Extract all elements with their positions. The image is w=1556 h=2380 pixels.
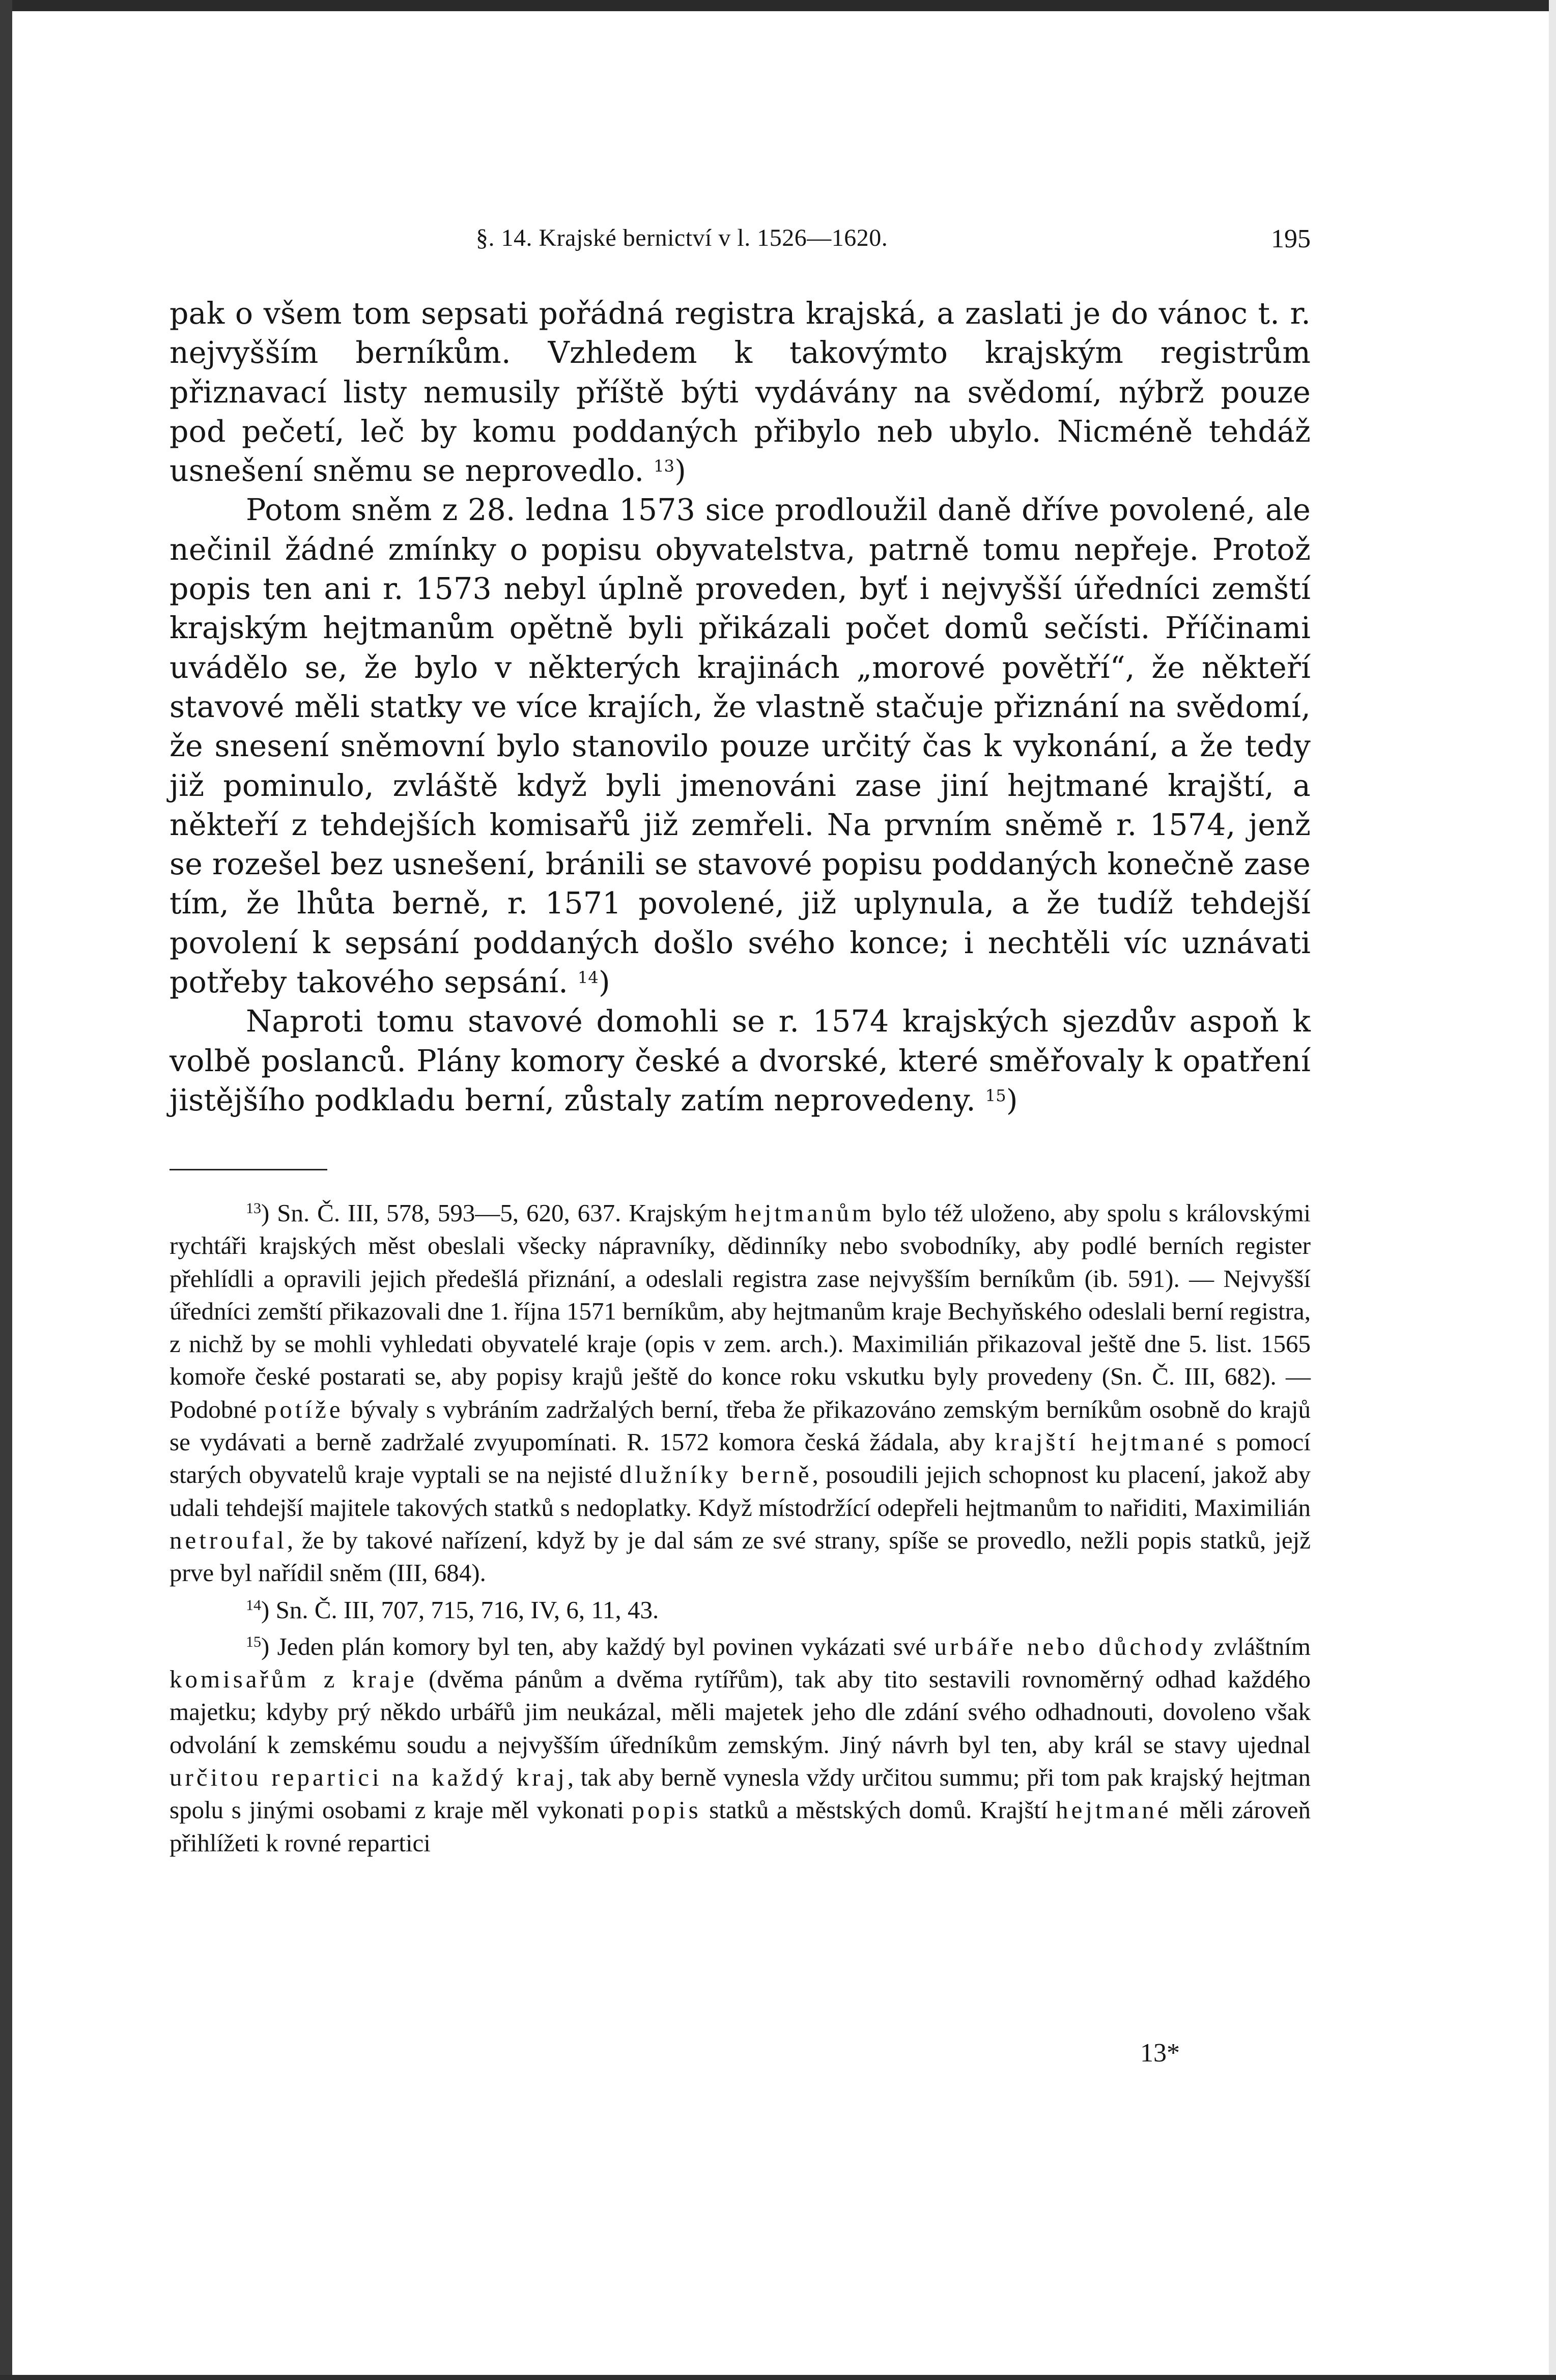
scan-border-left (0, 0, 12, 2380)
footnote-ref: 14 (577, 968, 599, 988)
footnote-text: měli zároveň přihlížeti k rovné repartici (169, 1796, 1311, 1857)
footnote-ref-paren: ) (598, 965, 610, 1000)
spaced-emphasis: krajští hejtmané (995, 1428, 1207, 1456)
footnote-ref: 15 (985, 1085, 1006, 1105)
footnote-text: ) Sn. Č. III, 578, 593—5, 620, 637. Krajským (261, 1199, 735, 1227)
spaced-emphasis: netroufal (169, 1526, 287, 1554)
footnote-13 (169, 1197, 1311, 1590)
paragraph-text: pak o všem tom sepsati pořádná registra krajská, a zaslati je do vánoc t. r. nejvyšším berníkům. Vzhledem k takovýmto krajským registrům přiznavací listy nemusily příště býti vydávány na svědomí, nýbrž pouze pod pečetí, leč by komu poddaných přibylo neb ubylo. Nicméně tehdáž usnešení sněmu se neprovedlo. (169, 296, 1311, 489)
paragraph-text: Naproti tomu stavové domohli se r. 1574 krajských sjezdův aspoň k volbě poslanců. Plány komory české a dvorské, které směřovaly k opatření jistějšího podkladu berní, zůstaly zatím neprovedeny. (169, 1004, 1311, 1117)
spaced-emphasis: urbáře nebo důchody (934, 1632, 1206, 1660)
scan-border-right (1549, 0, 1556, 2380)
footnote-text: , posoudili jejich schopnost ku placení, jakož aby udali tehdejší majitele takových statků s nedoplatky. Když místodržící odepřeli hejtmanům to nařiditi, Maximilián (169, 1460, 1311, 1522)
running-head: §. 14. Krajské bernictví v l. 1526—1620. (476, 224, 888, 251)
footnote-text: , tak aby berně vynesla vždy určitou summu; při tom pak krajský hejtman spolu s jinými osobami z kraje měl vykonati (169, 1763, 1311, 1824)
spaced-emphasis: hejtmané (1056, 1796, 1172, 1824)
main-text (169, 294, 1311, 1120)
footnote-ref: 13 (654, 456, 675, 476)
footnote-text: , že by takové nařízení, když by je dal sám ze své strany, spíše se provedlo, nežli popis statků, jejž prve byl nařídil sněm (III, 684). (169, 1526, 1311, 1587)
footnote-15 (169, 1630, 1311, 1859)
footnote-ref-paren: ) (674, 453, 687, 489)
footnote-text: statků a městských domů. Krajští (701, 1796, 1056, 1824)
signature-mark: 13* (1140, 2039, 1180, 2068)
spaced-emphasis: popis (632, 1796, 701, 1824)
footnote-separator (169, 1169, 327, 1170)
footnote-mark: 13 (246, 1200, 261, 1217)
footnote-text: bývaly s vybráním zadržalých berní, třeba že přikazováno zemským berníkům osobně do krajů se vydávati a berně zadržalé zvyupomínati. R. 1572 komora česká žádala, aby (169, 1395, 1311, 1456)
footnote-ref-paren: ) (1006, 1082, 1018, 1117)
scan-border-top (0, 0, 1556, 11)
paragraph (169, 1002, 1311, 1120)
scan-border-bottom (0, 2375, 1556, 2380)
footnote-14 (169, 1594, 1311, 1626)
page-number: 195 (1271, 224, 1311, 253)
page-header (476, 224, 1311, 260)
paragraph-text: Potom sněm z 28. ledna 1573 sice prodloužil daně dříve povolené, ale nečinil žádné zmínky o popisu obyvatelstva, patrně tomu nepřeje. Protož popis ten ani r. 1573 nebyl úplně proveden, byť i nejvyšší úředníci zemští krajským hejtmanům opětně byli přikázali počet domů sečísti. Příčinami uvádělo se, že bylo v některých krajinách „morové povětří“, že někteří stavové měli statky ve více krajích, že vlastně stačuje přiznání na svědomí, že snesení sněmovní bylo stanovilo pouze určitý čas k vykonání, a že tedy již pominulo, zvláště když byli jmenováni zase jiní hejtmané krajští, a někteří z tehdejších komisařů již zemřeli. Na prvním sněmě r. 1574, jenž se rozešel bez usnešení, bránili se stavové popisu poddaných konečně zase tím, že lhůta berně, r. 1571 povolené, již uplynula, a že tudíž tehdejší povolení k sepsání poddaných došlo svého konce; i nechtěli víc uznávati potřeby takového sepsání. (169, 493, 1311, 1000)
footnote-text: bylo též uloženo, aby spolu s královskými rychtáři krajských měst obeslali všecky nápravníky, dědinníky nebo svobodníky, aby podlé berních register přehlídli a opravili jejich předešlá přiznání, a odeslali registra zase nejvyšším berníkům (ib. 591). — Nejvyšší úředníci zemští přikazovali dne 1. října 1571 berníkům, aby hejtmanům kraje Bechyňského odeslali berní registra, z nichž by se mohli vyhledati obyvatelé kraje (opis v zem. arch.). Maximilián přikazoval ještě dne 5. list. 1565 komoře české postarati se, aby popisy krajů ještě do konce roku vskutku byly provedeny (Sn. Č. III, 682). — Podobné (169, 1199, 1311, 1423)
paragraph (169, 294, 1311, 491)
footnotes (169, 1197, 1311, 1863)
spaced-emphasis: komisařům z kraje (169, 1665, 417, 1694)
footnote-text: (dvěma pánům a dvěma rytířům), tak aby tito sestavili rovnoměrný odhad každého majetku; kdyby prý někdo urbářů jim neukázal, měli majetek jeho dle zdání svého odhadnouti, dovoleno však odvolání k zemskému soudu a nejvyšším úředníkům zemským. Jiný návrh byl ten, aby král se stavy ujednal (169, 1665, 1311, 1759)
footnote-text: zvláštním (1206, 1632, 1311, 1660)
spaced-emphasis: dlužníky berně (619, 1460, 812, 1489)
footnote-text: ) Jeden plán komory byl ten, aby každý byl povinen vykázati své (261, 1632, 935, 1660)
spaced-emphasis: potíže (264, 1395, 344, 1423)
paragraph (169, 491, 1311, 1002)
footnote-mark: 14 (246, 1596, 261, 1614)
spaced-emphasis: hejtmanům (734, 1199, 874, 1227)
footnote-text: ) Sn. Č. III, 707, 715, 716, IV, 6, 11, 43. (261, 1595, 659, 1624)
footnote-text: s pomocí starých obyvatelů kraje vyptali se na nejisté (169, 1428, 1311, 1489)
spaced-emphasis: určitou repartici na každý kraj (169, 1763, 568, 1792)
footnote-mark: 15 (246, 1633, 261, 1650)
